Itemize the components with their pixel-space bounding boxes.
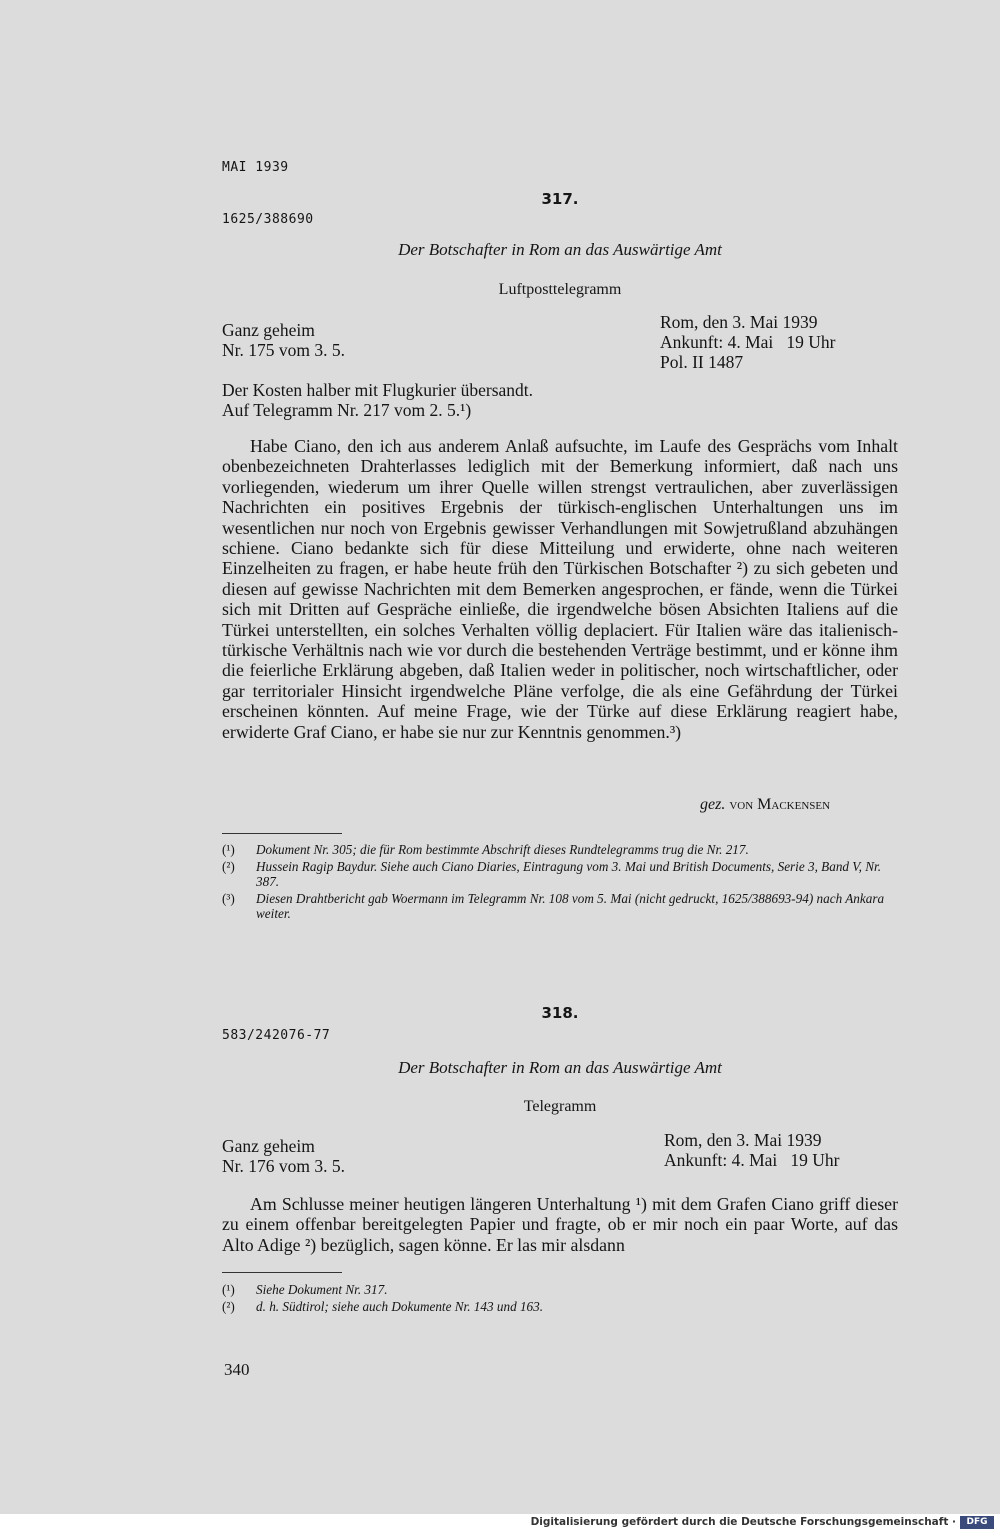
doc317-number: 317. [541, 190, 579, 208]
page-number: 340 [224, 1360, 250, 1379]
doc317-footnote-rule [222, 833, 342, 834]
running-head: MAI 1939 [222, 160, 289, 175]
footnote [222, 842, 898, 858]
footnote-text: Siehe Dokument Nr. 317. [256, 1282, 388, 1297]
doc317-heading: Der Botschafter in Rom an das Auswärtige Amt [398, 240, 722, 259]
footnote [222, 1299, 898, 1315]
doc318-subheading: Telegramm [523, 1098, 597, 1115]
doc318-heading: Der Botschafter in Rom an das Auswärtige Amt [398, 1058, 722, 1077]
dfg-logo-icon: DFG [960, 1516, 994, 1529]
doc318-body: Am Schlusse meiner heutigen längeren Unterhaltung ¹) mit dem Grafen Ciano griff dieser zu einem offenbar bereitgelegten Papier und fragte, ob er mir noch ein paar Worte, auf das Alto Adige ²) bezüglich, sagen könne. Er las mir alsdann [222, 1194, 898, 1255]
footnote-text: Hussein Ragip Baydur. Siehe auch Ciano Diaries, Eintragung vom 3. Mai und British Documents, Serie 3, Band V, Nr. 387. [256, 858, 882, 889]
doc317-arrival: Ankunft: 4. Mai 19 Uhr [660, 332, 836, 352]
doc318-classification: Ganz geheim [222, 1136, 315, 1156]
doc317-note-telegram: Auf Telegramm Nr. 217 vom 2. 5.¹) [222, 400, 472, 420]
doc317-subheading: Luftposttelegramm [498, 281, 622, 298]
doc317-footnotes [222, 842, 898, 923]
footnote [222, 1282, 898, 1298]
footnote-text: Diesen Drahtbericht gab Woermann im Telegramm Nr. 108 vom 5. Mai (nicht gedruckt, 1625/388693-94) nach Ankara weiter. [256, 890, 885, 921]
doc318-footnotes [222, 1282, 898, 1315]
doc318-ref-line: Nr. 176 vom 3. 5. [222, 1156, 345, 1176]
doc318-number: 318. [541, 1004, 579, 1022]
doc317-film-ref: 1625/388690 [222, 212, 314, 227]
footnote-mark: (¹) [222, 1282, 235, 1297]
footnote [222, 859, 898, 890]
doc318-arrival: Ankunft: 4. Mai 19 Uhr [664, 1150, 840, 1170]
footnote-mark: (¹) [222, 842, 235, 857]
footnote [222, 891, 898, 922]
doc318-film-ref: 583/242076-77 [222, 1028, 331, 1043]
footnote-mark: (²) [222, 1298, 235, 1314]
doc317-signature [700, 796, 830, 814]
digitization-footer [0, 1514, 1000, 1532]
doc317-place-date: Rom, den 3. Mai 1939 [660, 312, 818, 332]
doc317-ref-line: Nr. 175 vom 3. 5. [222, 340, 345, 360]
footnote-text: d. h. Südtirol; siehe auch Dokumente Nr. 143 und 163. [256, 1298, 544, 1314]
doc318-footnote-rule [222, 1272, 342, 1273]
footnote-mark: (³) [222, 890, 235, 906]
doc317-body: Habe Ciano, den ich aus anderem Anlaß aufsuchte, im Laufe des Gesprächs vom Inhalt obenbezeichneten Drahterlasses lediglich mit der Bemerkung informiert, daß nach uns vorliegenden, wiederum um ihrer Quelle willen strengst vertraulichen, aber zuverlässigen Nachrichten ein positives Ergebnis der türkisch-englischen Unterhaltungen uns im wesentlichen nur noch von Ergebnis gewisser Verhandlungen mit Sowjetrußland abzuhängen schiene. Ciano bedankte sich für diese Mitteilung und erwiderte, ohne nach weiteren Einzelheiten zu fragen, er habe heute früh den Türkischen Botschafter ²) zu sich gebeten und diesen auf gewisse Nachrichten mit dem Bemerken angesprochen, er fände, wenn die Türkei sich mit Dritten auf Gespräche einließe, die irgendwelche bösen Absichten Italiens auf die Türkei unterstellten, ein solches Verhalten völlig deplaciert. Für Italien wäre das italienisch-türkische Verhältnis nach wie vor durch die bestehenden Verträge bestimmt, und er könne ihm die feierliche Erklärung abgeben, daß Italien weder in politischer, noch wirtschaftlicher, oder gar territorialer Hinsicht irgendwelche Pläne verfolge, die als eine Gefährdung der Türkei erscheinen könnten. Auf meine Frage, wie der Türke auf diese Erklärung reagiert habe, erwiderte Graf Ciano, er habe sie nur zur Kenntnis genommen.³) [222, 436, 898, 742]
doc317-pol-ref: Pol. II 1487 [660, 352, 744, 372]
footnote-mark: (²) [222, 858, 235, 874]
signature-prefix: gez. [700, 796, 726, 813]
footnote-text: Dokument Nr. 305; die für Rom bestimmte Abschrift dieses Rundtelegramms trug die Nr. 217. [256, 842, 749, 857]
footer-credit: Digitalisierung gefördert durch die Deutsche Forschungsgemeinschaft · [530, 1516, 956, 1528]
doc317-note-courier: Der Kosten halber mit Flugkurier übersandt. [222, 380, 534, 400]
signature-name: von Mackensen [729, 796, 831, 813]
doc318-place-date: Rom, den 3. Mai 1939 [664, 1130, 822, 1150]
doc317-classification: Ganz geheim [222, 320, 315, 340]
